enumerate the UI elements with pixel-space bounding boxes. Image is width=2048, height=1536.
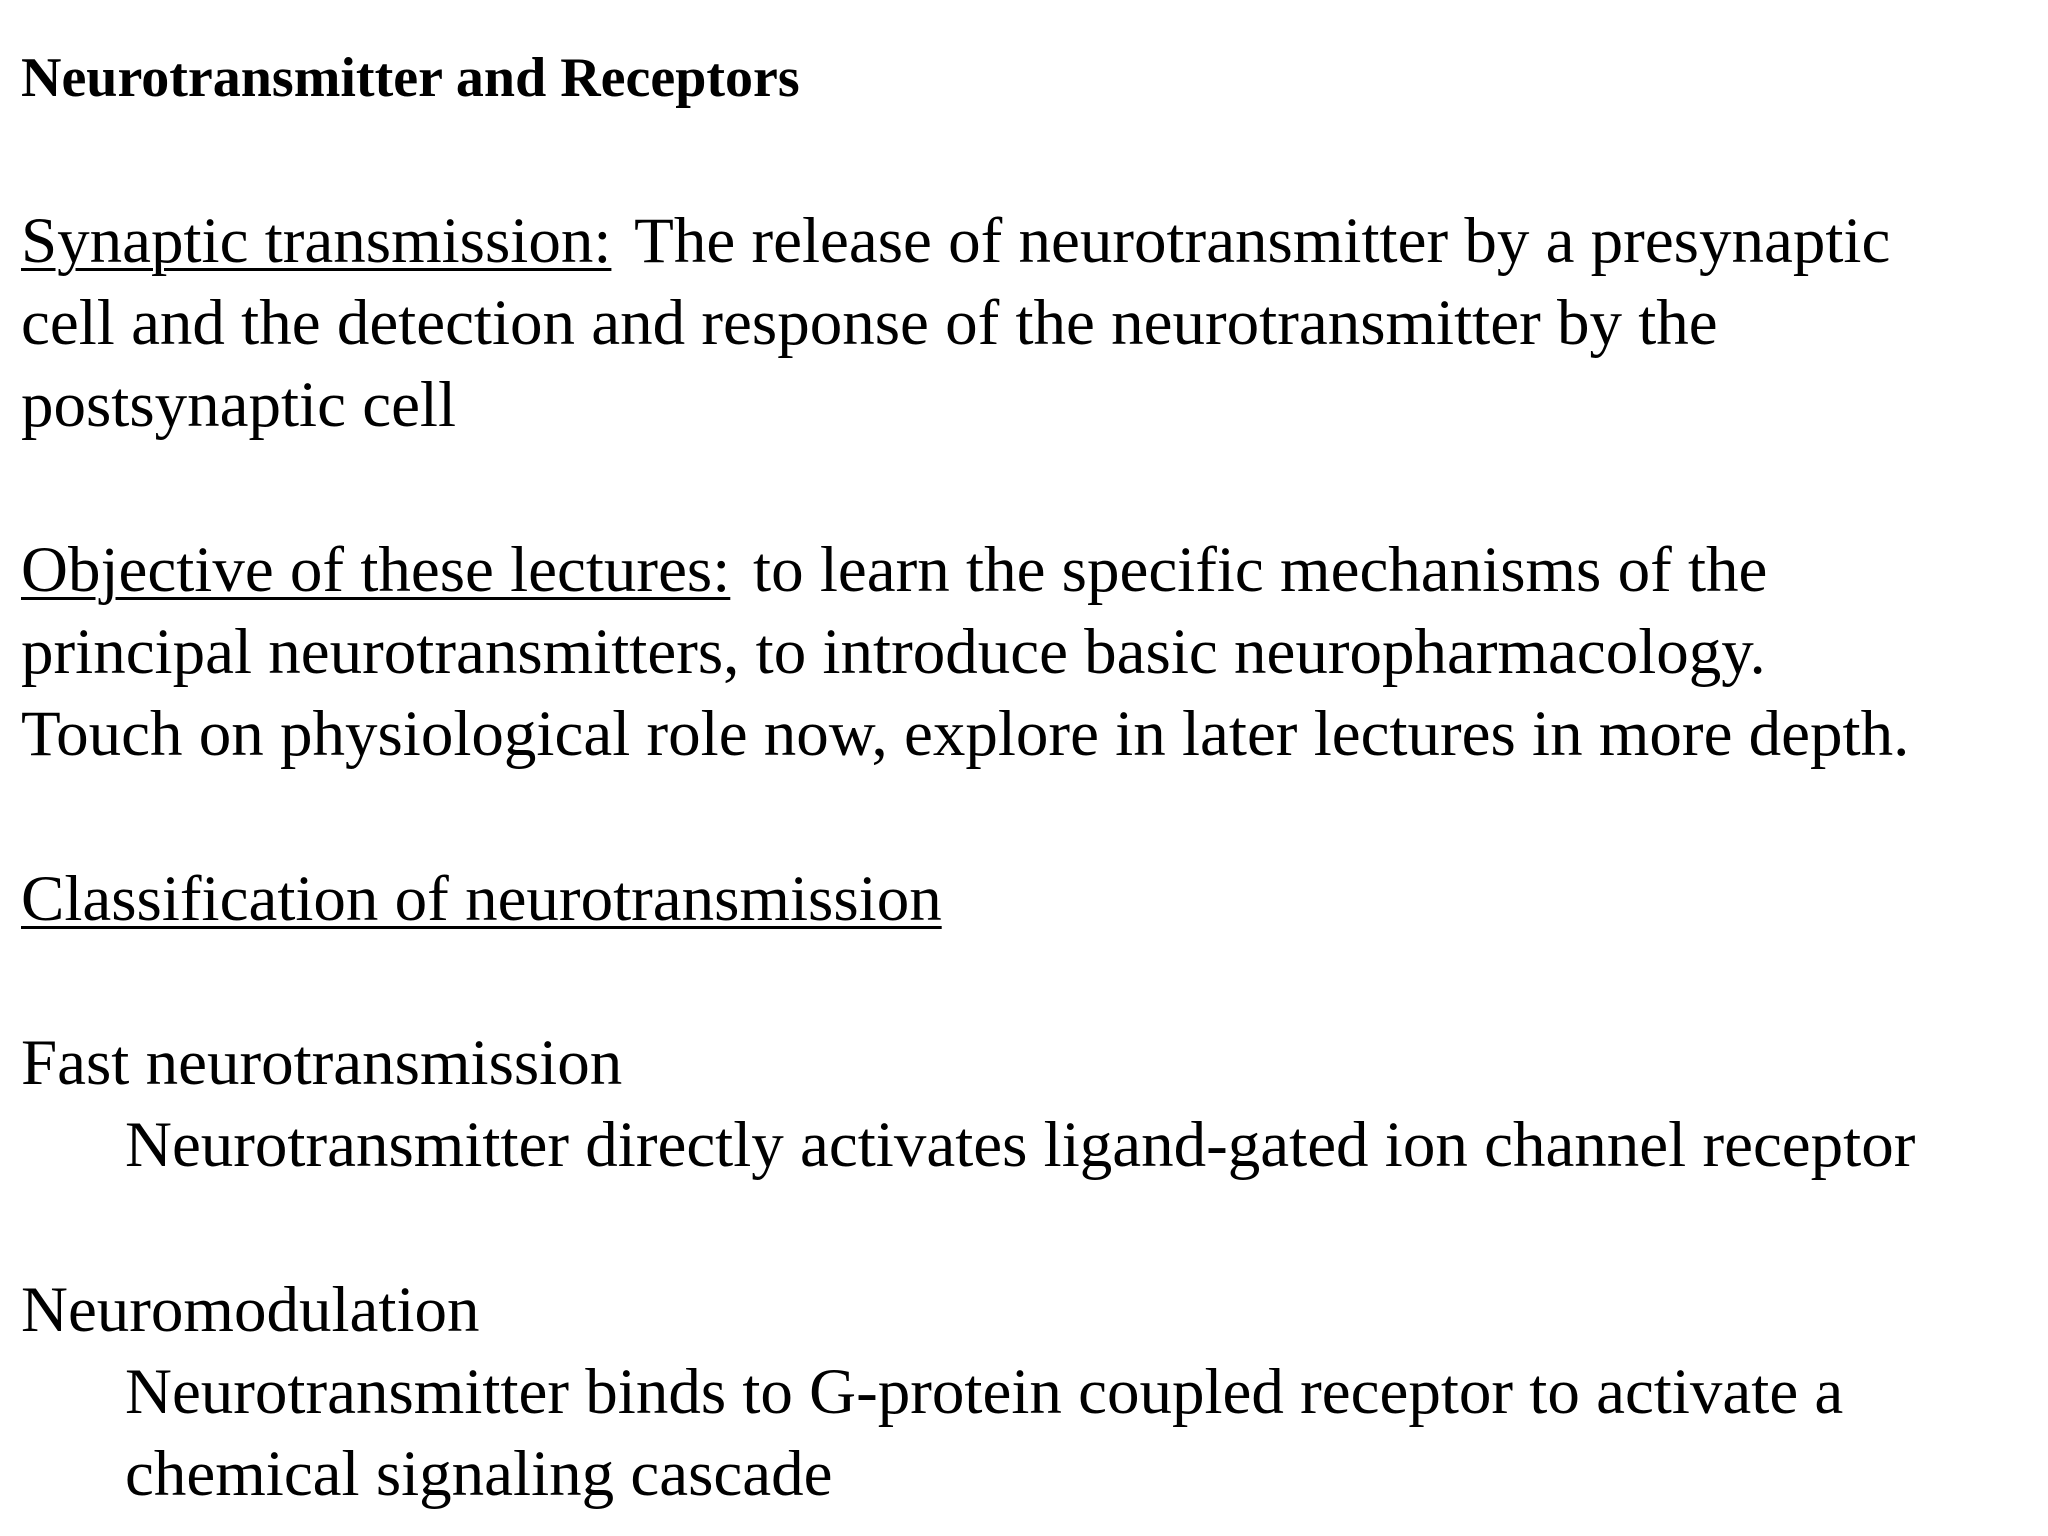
objective-line (21, 529, 1909, 611)
objective-text: to learn the specific mechanisms of the (753, 534, 1768, 606)
definition-line (21, 200, 1890, 282)
objective-text: Touch on physiological role now, explore in later lectures in more depth. (21, 698, 1910, 770)
classification-section (21, 858, 942, 940)
definition-text: The release of neurotransmitter by a presynaptic (634, 205, 1891, 277)
slide-title: Neurotransmitter and Receptors (21, 47, 800, 109)
neuromodulation-description: chemical signaling cascade (125, 1438, 833, 1510)
fast-neurotransmission-heading: Fast neurotransmission (21, 1027, 623, 1099)
definition-text: postsynaptic cell (21, 369, 457, 441)
objective-text: principal neurotransmitters, to introduce basic neuropharmacology. (21, 616, 1766, 688)
definition-text: cell and the detection and response of the neurotransmitter by the (21, 287, 1718, 359)
objective-term: Objective of these lectures: (21, 534, 731, 606)
neuromodulation-description: Neurotransmitter binds to G-protein coupled receptor to activate a (125, 1356, 1844, 1428)
fast-neurotransmission-description: Neurotransmitter directly activates ligand-gated ion channel receptor (125, 1109, 1916, 1181)
synaptic-transmission-definition (21, 200, 1890, 446)
neuromodulation-section (21, 1269, 1843, 1515)
lecture-objective (21, 529, 1909, 775)
fast-neurotransmission-section (21, 1022, 1915, 1186)
synaptic-transmission-term: Synaptic transmission: (21, 205, 612, 277)
neuromodulation-heading: Neuromodulation (21, 1274, 480, 1346)
classification-heading: Classification of neurotransmission (21, 863, 942, 935)
